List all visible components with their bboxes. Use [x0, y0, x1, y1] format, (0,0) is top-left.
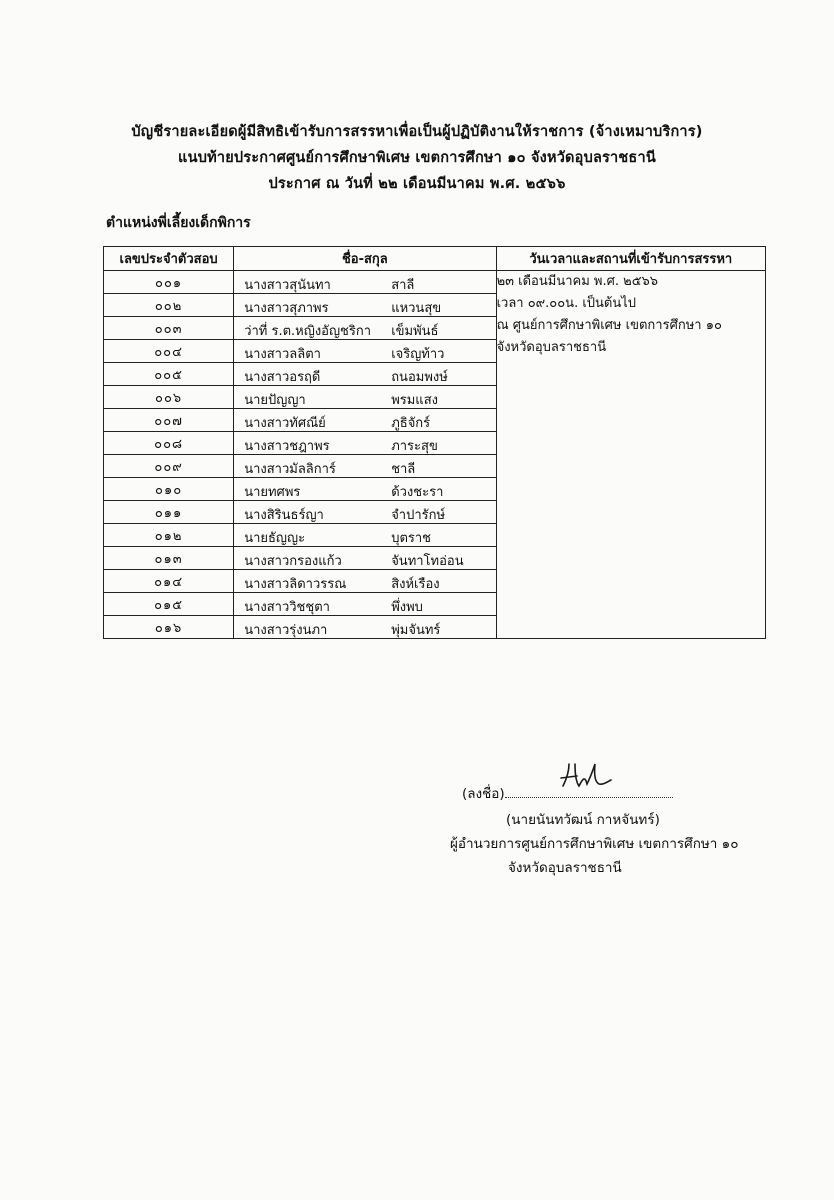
first-name: นายธัญญะ — [244, 531, 306, 546]
document-title-line1: บัญชีรายละเอียดผู้มีสิทธิเข้ารับการสรรหาเพื่อเป็นผู้ปฏิบัติงานให้ราชการ (จ้างเหมาบริการ) — [131, 124, 703, 140]
first-name: นางสิรินธร์ญา — [244, 508, 324, 523]
position-title: ตำแหน่งพี่เลี้ยงเด็กพิการ — [106, 215, 251, 231]
signatory-name: (นายนันทวัฒน์ กาหจันทร์) — [506, 812, 660, 828]
exam-id-cell: ๐๐๕ — [104, 363, 234, 386]
table-row — [104, 271, 766, 294]
exam-id-cell: ๐๐๗ — [104, 409, 234, 432]
schedule-line2: เวลา ๐๙.๐๐น. เป็นต้นไป — [496, 296, 637, 311]
exam-id-cell: ๐๑๖ — [104, 616, 234, 639]
schedule-line3: ณ ศูนย์การศึกษาพิเศษ เขตการศึกษา ๑๐ — [496, 318, 722, 333]
full-name-cell — [234, 501, 496, 524]
header-full-name: ชื่อ-สกุล — [234, 247, 496, 271]
date-location-cell — [496, 271, 765, 639]
first-name: นางสาวกรองแก้ว — [244, 554, 342, 569]
full-name-cell — [234, 570, 496, 593]
last-name: พึ่งพบ — [391, 600, 423, 615]
schedule-line1: ๒๓ เดือนมีนาคม พ.ศ. ๒๕๖๖ — [496, 274, 659, 289]
signatory-province: จังหวัดอุบลราชธานี — [508, 860, 622, 876]
last-name: บุตราช — [391, 531, 431, 546]
first-name: นางสาวสุนันทา — [244, 278, 331, 293]
first-name: นางสาวรุ่งนภา — [244, 623, 328, 638]
exam-id-cell: ๐๐๑ — [104, 271, 234, 294]
full-name-cell — [234, 363, 496, 386]
document-title-line2: แนบท้ายประกาศศูนย์การศึกษาพิเศษ เขตการศึกษา ๑๐ จังหวัดอุบลราชธานี — [178, 150, 656, 166]
first-name: นางสาวชฎาพร — [244, 439, 330, 454]
full-name-cell — [234, 593, 496, 616]
exam-id-cell: ๐๑๑ — [104, 501, 234, 524]
full-name-cell — [234, 409, 496, 432]
last-name: สาลี — [391, 278, 415, 293]
exam-id-cell: ๐๑๓ — [104, 547, 234, 570]
exam-id-cell: ๐๐๒ — [104, 294, 234, 317]
first-name: นางสาวสุภาพร — [244, 301, 329, 316]
exam-id-cell: ๐๐๖ — [104, 386, 234, 409]
full-name-cell — [234, 432, 496, 455]
handwritten-signature — [557, 760, 613, 794]
last-name: ภาระสุข — [391, 439, 438, 454]
first-name: นางสาวมัลลิการ์ — [244, 462, 336, 477]
full-name-cell — [234, 340, 496, 363]
first-name: นายทศพร — [244, 485, 301, 500]
first-name: นายปัญญา — [244, 393, 306, 408]
last-name: สิงห์เรือง — [391, 577, 440, 592]
first-name: ว่าที่ ร.ต.หญิงอัญชริกา — [244, 324, 372, 339]
exam-id-cell: ๐๑๐ — [104, 478, 234, 501]
full-name-cell — [234, 271, 496, 294]
first-name: นางสาววิชชุตา — [244, 600, 330, 615]
last-name: พุ่มจันทร์ — [391, 623, 441, 638]
exam-id-cell: ๐๑๒ — [104, 524, 234, 547]
schedule-line4: จังหวัดอุบลราชธานี — [496, 340, 607, 355]
full-name-cell — [234, 547, 496, 570]
full-name-cell — [234, 386, 496, 409]
last-name: ด้วงชะรา — [391, 485, 444, 500]
first-name: นางสาวทัศณีย์ — [244, 416, 326, 431]
table-body — [104, 271, 766, 639]
last-name: จำปารักษ์ — [391, 508, 446, 523]
document-title-line3: ประกาศ ณ วันที่ ๒๒ เดือนมีนาคม พ.ศ. ๒๕๖๖ — [268, 176, 566, 192]
last-name: ภูธิจักร์ — [391, 416, 431, 431]
first-name: นางสาวลิดาวรรณ — [244, 577, 347, 592]
exam-id-cell: ๐๐๘ — [104, 432, 234, 455]
table-header-row — [104, 247, 766, 271]
header-date-location: วันเวลาและสถานที่เข้ารับการสรรหา — [496, 247, 765, 271]
last-name: ถนอมพงษ์ — [391, 370, 448, 385]
full-name-cell — [234, 455, 496, 478]
exam-id-cell: ๐๐๙ — [104, 455, 234, 478]
last-name: เข็มพันธ์ — [391, 324, 439, 339]
last-name: จันทาโทอ่อน — [391, 554, 464, 569]
exam-id-cell: ๐๑๔ — [104, 570, 234, 593]
first-name: นางสาวอรฤดี — [244, 370, 321, 385]
last-name: พรมแสง — [391, 393, 438, 408]
last-name: แหวนสุข — [391, 301, 442, 316]
full-name-cell — [234, 524, 496, 547]
signatory-role: ผู้อำนวยการศูนย์การศึกษาพิเศษ เขตการศึกษา ๑๐ — [450, 836, 739, 852]
exam-id-cell: ๐๐๓ — [104, 317, 234, 340]
exam-id-cell: ๐๐๔ — [104, 340, 234, 363]
full-name-cell — [234, 294, 496, 317]
header-exam-id: เลขประจำตัวสอบ — [104, 247, 234, 271]
signature-label: (ลงชื่อ) — [462, 786, 505, 802]
candidate-table — [103, 246, 766, 639]
full-name-cell — [234, 317, 496, 340]
full-name-cell — [234, 616, 496, 639]
full-name-cell — [234, 478, 496, 501]
exam-id-cell: ๐๑๕ — [104, 593, 234, 616]
first-name: นางสาวลลิตา — [244, 347, 321, 362]
last-name: เจริญท้าว — [391, 347, 445, 362]
last-name: ชาลี — [391, 462, 416, 477]
